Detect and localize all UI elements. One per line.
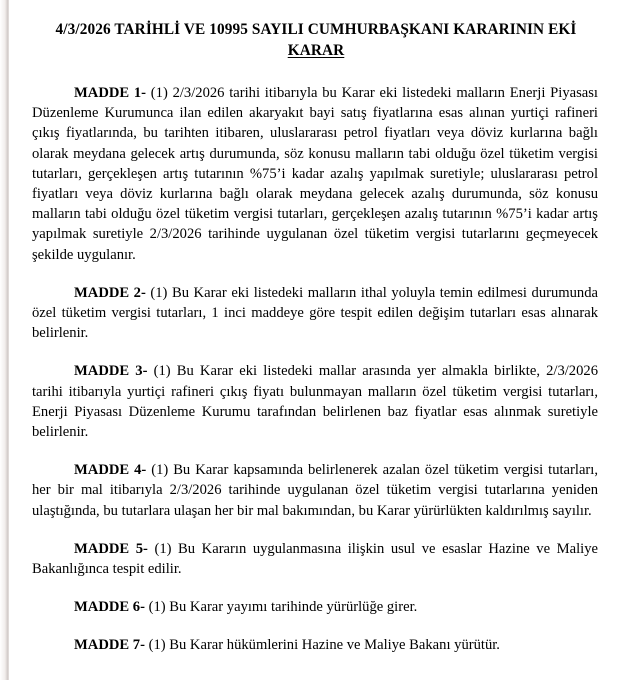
page-title-line-2: KARAR	[287, 42, 345, 59]
article-4-label: MADDE 4-	[74, 462, 147, 479]
page-title-line-1: 4/3/2026 TARİHLİ VE 10995 SAYILI CUMHURBAŞKANI KARARININ EKİ	[55, 21, 577, 38]
article-5-label: MADDE 5-	[74, 540, 148, 557]
article-6	[32, 597, 598, 617]
document-body	[0, 61, 620, 656]
article-4-text: (1) Bu Karar kapsamında belirlenerek azalan özel tüketim vergisi tutarları, her bir mal itibarıyla 2/3/2026 tarihinde uygulanan özel tüketim vergisi tutarlarına yeniden ulaştığında, bu tutarlara ulaşan her bir mal bakımından, bu Karar yürürlükten kaldırılmış sayılır.	[32, 462, 598, 519]
article-1	[32, 83, 598, 265]
article-3-label: MADDE 3-	[74, 363, 148, 380]
article-2-label: MADDE 2-	[74, 284, 146, 301]
article-3	[32, 361, 598, 442]
article-7-label: MADDE 7-	[74, 637, 145, 654]
page-title	[0, 0, 620, 61]
article-5	[32, 539, 598, 579]
article-6-label: MADDE 6-	[74, 599, 145, 616]
article-6-text: (1) Bu Karar yayımı tarihinde yürürlüğe girer.	[144, 599, 418, 616]
article-3-text: (1) Bu Karar eki listedeki mallar arasında yer almakla birlikte, 2/3/2026 tarihi itibarıyla yurtiçi rafineri çıkış fiyatı bulunmayan malların özel tüketim vergisi tutarları, Enerji Piyasası Düzenleme Kurumu tarafından belirlenen baz fiyatlar esas alınmak suretiyle belirlenir.	[32, 363, 598, 441]
article-1-text: (1) 2/3/2026 tarihi itibarıyla bu Karar eki listedeki malların Enerji Piyasası Düzenleme Kurumunca ilan edilen akaryakıt bayi satış fiyatlarına esas alınan yurtiçi rafineri çıkış fiyatlarında, bu tarihten itibaren, uluslararası petrol fiyatları veya döviz kurlarına bağlı olarak meydana gelecek artış durumunda, söz konusu malların tabi olduğu özel tüketim vergisi tutarları, gerçekleşen artış tutarının %75’i kadar azalış yapılmak suretiyle; uluslararası petrol fiyatları veya döviz kurlarına bağlı olarak meydana gelecek azalış durumunda, söz konusu malların tabi olduğu özel tüketim vergisi tutarları, gerçekleşen azalış tutarının %75’i kadar artış yapılmak suretiyle 2/3/2026 tarihinde uygulanan özel tüketim vergisi tutarlarını geçmeyecek şekilde uygulanır.	[32, 85, 598, 263]
article-4	[32, 460, 598, 521]
article-1-label: MADDE 1-	[74, 85, 147, 101]
article-2-text: (1) Bu Karar eki listedeki malların ithal yoluyla temin edilmesi durumunda özel tüketim vergisi tutarları, 1 inci maddeye göre tespit edilen değişim tutarları esas alınarak belirlenir.	[32, 284, 598, 342]
article-2	[32, 283, 598, 344]
article-5-text: (1) Bu Kararın uygulanmasına ilişkin usul ve esaslar Hazine ve Maliye Bakanlığınca tespit edilir.	[32, 540, 598, 578]
article-7	[32, 635, 598, 655]
article-7-text: (1) Bu Karar hükümlerini Hazine ve Maliye Bakanı yürütür.	[144, 637, 500, 654]
